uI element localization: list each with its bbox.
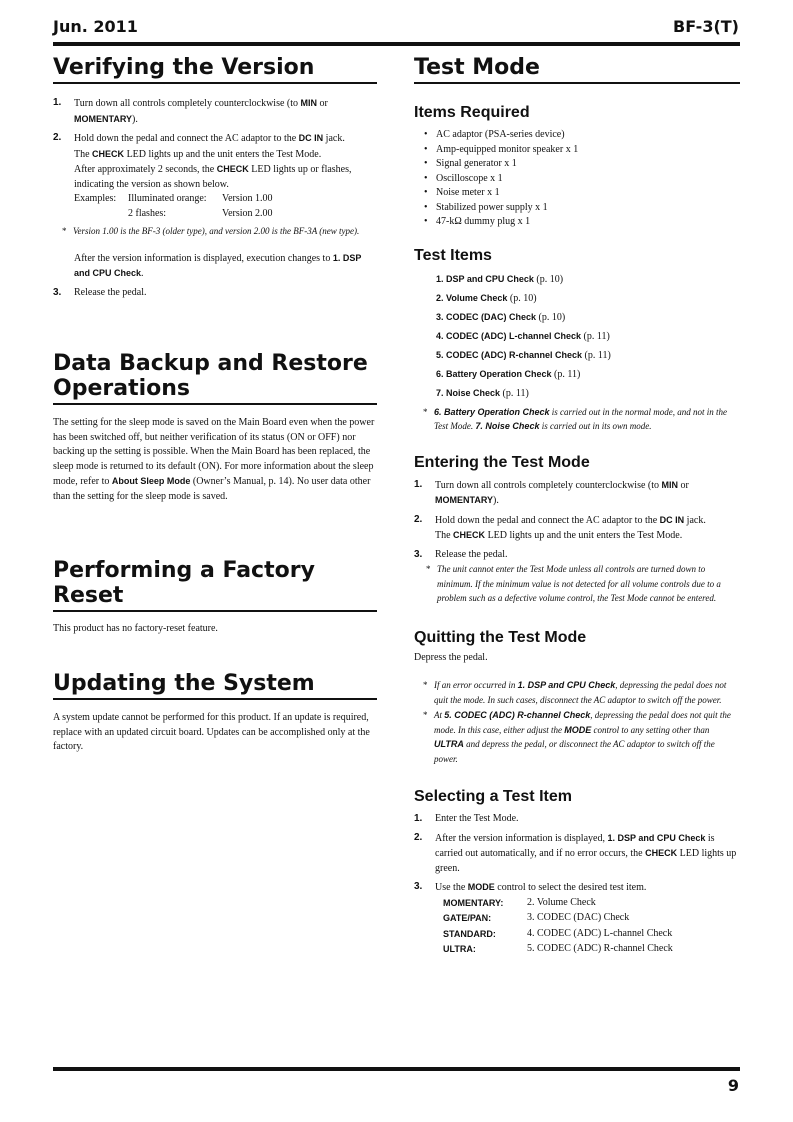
- section-rule: [414, 82, 740, 84]
- backup-text: The setting for the sleep mode is saved on the Main Board even when the power has been switched off, but neither verification of its status (ON or OFF) nor backing up the setting is possible. When the Main Board has been replaced, the sleep mode is returned to its default (ON). For more information about the sleep mode, refer to About Sleep Mode (Owner’s Manual, p. 14). No user data other than the setting for the sleep mode is saved.: [53, 417, 375, 502]
- verify-step-2: 2. Hold down the pedal and connect the AC adaptor to the DC IN jack. The CHECK LED lights up and the unit enters the Test Mode. After approximately 2 seconds, the CHECK LED lights up or flashes, indicating the version as shown below. Examples: Illuminated orange: Version 1.00 2 flashes: Version 2.00: [53, 131, 377, 221]
- entering-step-1: 1. Turn down all controls completely counterclockwise (to MIN or MOMENTARY).: [414, 478, 689, 506]
- test-items-note: * 6. Battery Operation Check is carried out in the normal mode, and not in the Test Mode. 7. Noise Check is carried out in its own mode.: [423, 406, 728, 431]
- selecting-steps: [414, 812, 740, 896]
- items-required-item: • Amp-equipped monitor speaker x 1: [414, 143, 740, 158]
- mode-row: [443, 942, 673, 958]
- verify-step-1: 1. Turn down all controls completely counterclockwise (to MIN or MOMENTARY).: [53, 97, 328, 125]
- test-item: 5. CODEC (ADC) R-channel Check (p. 11): [436, 349, 611, 361]
- items-required-item: • Stabilized power supply x 1: [414, 201, 740, 216]
- header-rule: [53, 42, 740, 46]
- verify-step-3: 3. Release the pedal.: [53, 286, 147, 298]
- items-required-item: • Signal generator x 1: [414, 157, 740, 172]
- mode-name: MOMENTARY:: [443, 897, 504, 908]
- quitting-note-2: * At 5. CODEC (ADC) R-channel Check, depressing the pedal does not quit the mode. In this case, either adjust the MODE control to any setting other than ULTRA and depress the pedal, or disconnect the AC adaptor to switch off the power.: [423, 710, 731, 764]
- entering-step-3: 3. Release the pedal.: [414, 548, 508, 560]
- right-column: [414, 55, 740, 958]
- section-verify: [53, 55, 377, 300]
- entering-step-2: 2. Hold down the pedal and connect the AC adaptor to the DC IN jack. The CHECK LED lights up and the unit enters the Test Mode.: [414, 513, 706, 541]
- section-update: [53, 671, 377, 755]
- section-rule: [53, 403, 377, 405]
- test-item: 3. CODEC (DAC) Check (p. 10): [436, 311, 566, 323]
- quitting-text: Depress the pedal.: [414, 651, 488, 663]
- factory-text: This product has no factory-reset feature.: [53, 623, 218, 634]
- test-item: 7. Noise Check (p. 11): [436, 387, 529, 399]
- selecting-step-1: 1. Enter the Test Mode.: [414, 813, 519, 824]
- section-backup: [53, 351, 377, 504]
- header-date: Jun. 2011: [53, 17, 138, 36]
- update-text: A system update cannot be performed for this product. If an update is required, replace with an updated circuit board. Updates can be accomplished only at the factory.: [53, 712, 370, 752]
- items-required-item: • AC adaptor (PSA-series device): [414, 128, 740, 143]
- update-title: Updating the System: [53, 671, 315, 696]
- mode-name: ULTRA:: [443, 944, 476, 954]
- mode-test: 4. CODEC (ADC) L-channel Check: [527, 927, 673, 939]
- selecting-step-2: 2. After the version information is displayed, 1. DSP and CPU Check is carried out automatically, and if no error occurs, the CHECK LED lights up green.: [414, 831, 737, 874]
- test-item: 6. Battery Operation Check (p. 11): [436, 368, 581, 380]
- entering-steps: [414, 478, 740, 563]
- mode-name: STANDARD:: [443, 928, 496, 939]
- mode-row: [443, 927, 673, 943]
- verify-step-3-list: [53, 286, 377, 301]
- test-item: 1. DSP and CPU Check (p. 10): [436, 273, 564, 285]
- mode-test: 2. Volume Check: [527, 896, 596, 908]
- items-required-item: • 47-kΩ dummy plug x 1: [414, 215, 740, 230]
- after-version-text: After the version information is displayed, execution changes to 1. DSP and CPU Check.: [74, 252, 362, 279]
- test-item: 2. Volume Check (p. 10): [436, 292, 537, 304]
- items-required-item: • Oscilloscope x 1: [414, 172, 740, 187]
- entering-heading: Entering the Test Mode: [414, 453, 590, 471]
- mode-table: [443, 896, 673, 958]
- items-required-item: • Noise meter x 1: [414, 186, 740, 201]
- factory-title: Performing a Factory Reset: [53, 558, 315, 608]
- page-number: 9: [727, 1076, 739, 1095]
- test-items-heading: Test Items: [414, 246, 492, 264]
- mode-name: GATE/PAN:: [443, 913, 492, 923]
- mode-row: [443, 896, 673, 912]
- version-note: * Version 1.00 is the BF-3 (older type), and version 2.00 is the BF-3A (new type).: [62, 226, 360, 236]
- mode-test: 3. CODEC (DAC) Check: [527, 912, 630, 923]
- verify-steps: [53, 96, 377, 221]
- section-factory-reset: [53, 558, 377, 637]
- selecting-heading: Selecting a Test Item: [414, 788, 572, 805]
- verify-title: Verifying the Version: [53, 55, 315, 80]
- mode-row: [443, 911, 673, 927]
- test-items-list: [414, 272, 740, 402]
- test-mode-title: Test Mode: [414, 55, 540, 80]
- items-required-list: [414, 128, 740, 230]
- section-rule: [53, 82, 377, 84]
- section-rule: [53, 698, 377, 700]
- left-column: [53, 55, 377, 752]
- backup-title: Data Backup and Restore Operations: [53, 351, 368, 401]
- test-item: 4. CODEC (ADC) L-channel Check (p. 11): [436, 330, 610, 342]
- section-rule: [53, 610, 377, 612]
- entering-note: * The unit cannot enter the Test Mode unless all controls are turned down to minimum. If the minimum value is not detected for all volume controls due to a problem such as a defective volume control, the Test Mode cannot be entered.: [426, 564, 721, 603]
- selecting-step-3: 3. Use the MODE control to select the desired test item.: [414, 881, 647, 893]
- version-examples-table: Examples: Illuminated orange: Version 1.00 2 flashes: Version 2.00: [74, 193, 273, 219]
- items-required-heading: Items Required: [414, 104, 530, 121]
- quitting-heading: Quitting the Test Mode: [414, 628, 587, 646]
- header-model: BF-3(T): [673, 17, 739, 36]
- quitting-note-1: * If an error occurred in 1. DSP and CPU Check, depressing the pedal does not quit the mode. In such cases, disconnect the AC adaptor to switch off the power.: [423, 680, 727, 705]
- footer-rule: [53, 1067, 740, 1071]
- mode-test: 5. CODEC (ADC) R-channel Check: [527, 943, 673, 954]
